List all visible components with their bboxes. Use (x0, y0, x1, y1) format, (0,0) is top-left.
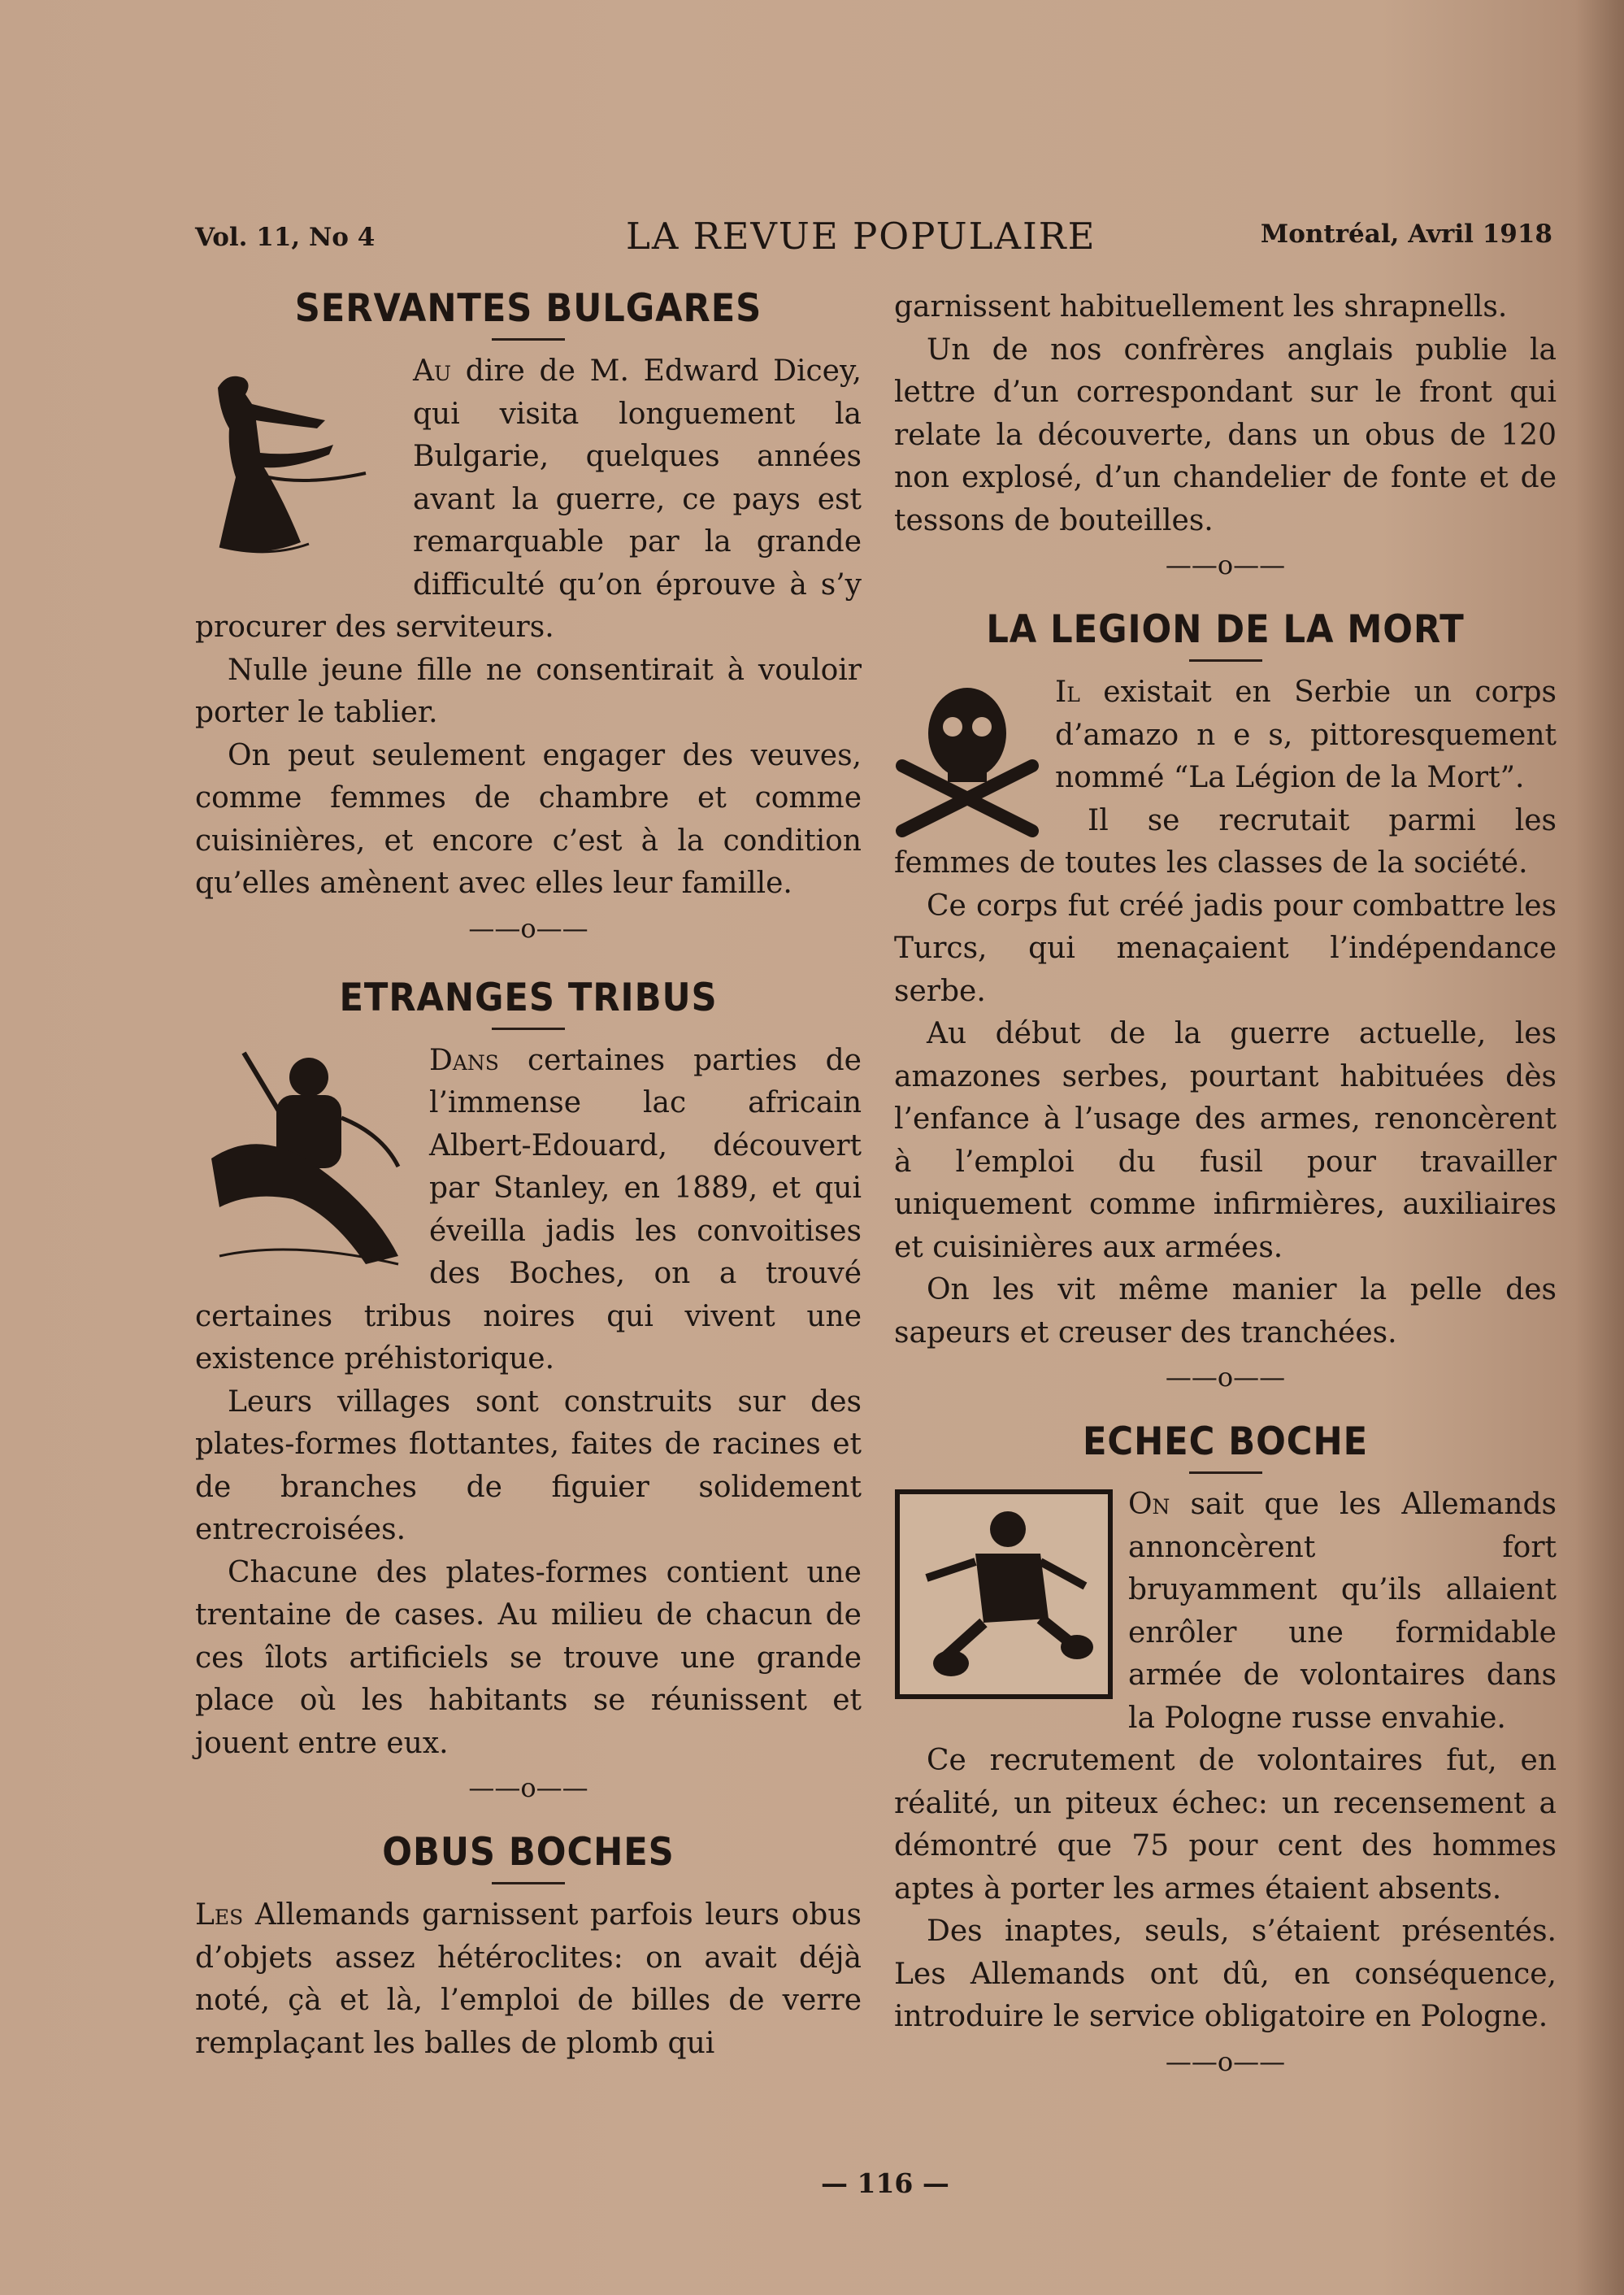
paragraph-text: dire de M. Edward Dicey, qui visita longuement la Bulgarie, quelques années avant la guerre, ce pays est remarquable par la grande difficulté qu’on éprouve à s’y procurer des serviteurs. (195, 354, 862, 644)
section-separator: ——o—— (1165, 1362, 1286, 1393)
article-etranges-tribus (195, 974, 862, 1805)
paragraph-text: existait en Serbie un corps d’amazo n e s, pittoresquement nommé “La Légion de la Mort”. (1055, 676, 1557, 794)
skull-crossbones-icon (894, 676, 1040, 839)
paragraph-text: certaines parties de l’immense lac africain Albert-Edouard, découvert par Stanley, en 1889, et qui éveilla jadis les convoitises des Boches, on a trouvé certaines tribus noires qui vivent une existence préhistorique. (195, 1043, 862, 1376)
article-legion-de-la-mort (894, 606, 1557, 1393)
article-paragraph: Chacune des plates-formes contient une trentaine de cases. Au milieu de chacun de ces îlots artificiels se trouve une grande place où les habitants se réunissent et jouent entre eux. (195, 1555, 862, 1760)
article-paragraph-continued: garnissent habituellement les shrapnells. (894, 290, 1508, 324)
article-paragraph: Leurs villages sont construits sur des plates-formes flottantes, faites de racines et de branches de figuier solidement entrecroisées. (195, 1384, 862, 1546)
drop-cap: Les (195, 1898, 244, 1932)
article-paragraph: Un de nos confrères anglais publie la lettre d’un correspondant sur le front qui relate la découverte, dans un obus de 120 non explosé, d’un chandelier de fonte et de tessons de bouteilles. (894, 333, 1557, 537)
title-rule (492, 338, 565, 341)
article-paragraph (195, 1894, 862, 2065)
drop-cap: Dans (429, 1043, 499, 1077)
tribesman-illustration (195, 1045, 415, 1280)
section-separator: ——o—— (468, 1772, 588, 1803)
drop-cap: Il (1055, 676, 1080, 709)
article-title: ECHEC BOCHE (1082, 1419, 1369, 1464)
page-number: — 116 — (821, 2167, 949, 2199)
paragraph-text: sait que les Allemands annoncèrent fort bruyamment qu’ils allaient enrôler une formidable armée de volontaires dans la Pologne russe envahie. (1128, 1488, 1557, 1735)
article-paragraph: Au début de la guerre actuelle, les amazones serbes, pourtant habituées dès l’enfance à l’usage des armes, renoncèrent à l’emploi du fusil pour travailler uniquement comme infirmières, auxiliaires et cuisinières aux armées. (894, 1017, 1557, 1264)
article-paragraph: Des inaptes, seuls, s’étaient présentés. Les Allemands ont dû, en conséquence, introduire le service obligatoire en Pologne. (894, 1915, 1557, 2033)
fleeing-soldier-illustration (894, 1489, 1114, 1700)
title-rule (1189, 659, 1262, 662)
section-separator: ——o—— (468, 912, 588, 944)
drop-cap: On (1128, 1488, 1170, 1521)
servant-woman-illustration (195, 355, 398, 575)
title-rule (1189, 1471, 1262, 1474)
article-title: LA LEGION DE LA MORT (986, 607, 1465, 652)
article-paragraph: Ce recrutement de volontaires fut, en réalité, un piteux échec: un recensement a démontré que 75 pour cent des hommes aptes à porter les armes étaient absents. (894, 1744, 1557, 1906)
article-title: OBUS BOCHES (382, 1830, 675, 1875)
page-header (195, 213, 1552, 262)
article-paragraph: On les vit même manier la pelle des sapeurs et creuser des tranchées. (894, 1273, 1557, 1350)
drop-cap: Au (413, 354, 452, 388)
journal-title: LA REVUE POPULAIRE (626, 215, 1096, 258)
title-rule (492, 1028, 565, 1030)
right-column (894, 286, 1557, 2084)
article-echec-boche (894, 1418, 1557, 2078)
title-rule (492, 1882, 565, 1884)
article-paragraph: Nulle jeune fille ne consentirait à vouloir porter le tablier. (195, 653, 862, 729)
paragraph-text: Allemands garnissent parfois leurs obus d’objets assez hétéroclites: on avait déjà noté, çà et là, l’emploi de billes de verre remplaçant les balles de plomb qui (195, 1898, 862, 2060)
article-paragraph: Il se recrutait parmi les femmes de toutes les classes de la société. (894, 803, 1557, 880)
volume-number: Vol. 11, No 4 (195, 223, 376, 252)
section-separator: ——o—— (1165, 550, 1286, 580)
article-obus-boches (195, 1828, 862, 2065)
article-servantes-bulgares (195, 285, 862, 945)
section-separator: ——o—— (1165, 2045, 1286, 2077)
article-title: SERVANTES BULGARES (294, 286, 762, 331)
article-paragraph: Ce corps fut créé jadis pour combattre les Turcs, qui menaçaient l’indépendance serbe. (894, 889, 1557, 1008)
left-column (195, 285, 862, 2065)
article-title: ETRANGES TRIBUS (339, 975, 718, 1020)
article-paragraph: On peut seulement engager des veuves, comme femmes de chambre et comme cuisinières, et encore c’est à la condition qu’elles amènent avec elles leur famille. (195, 738, 862, 900)
issue-date: Montréal, Avril 1918 (1260, 220, 1552, 249)
